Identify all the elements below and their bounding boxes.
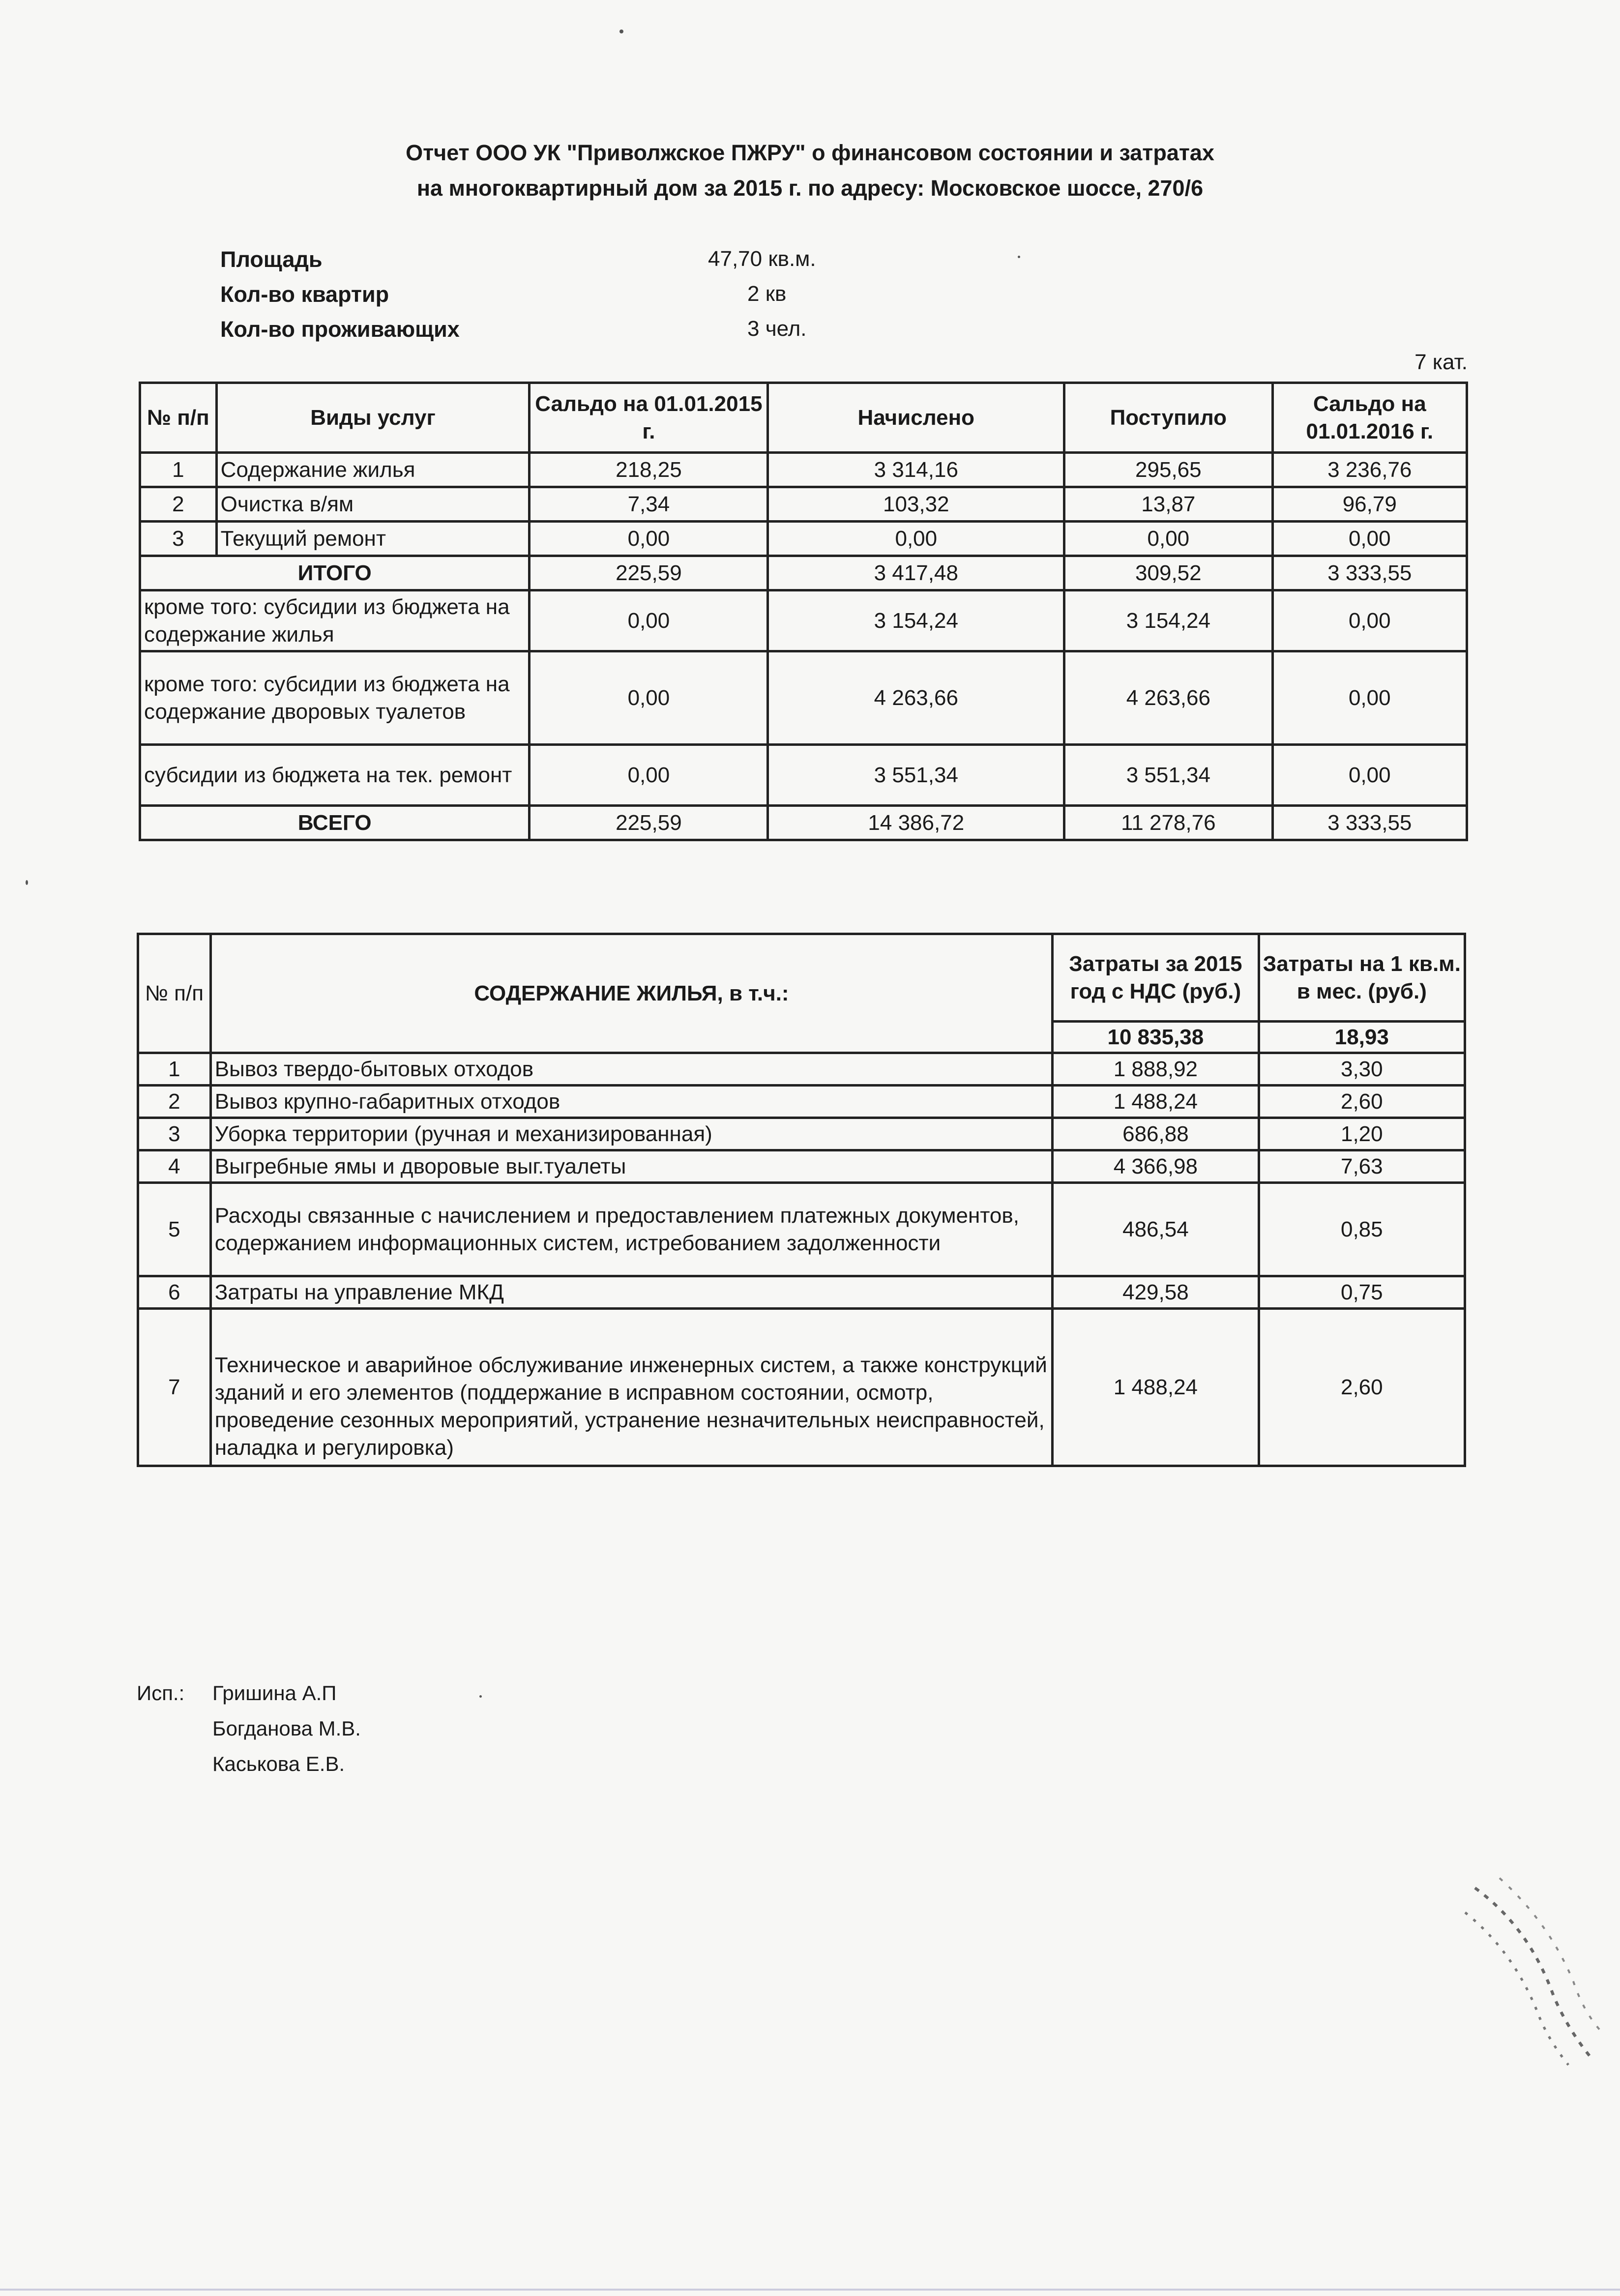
col-saldo-end-header: Сальдо на 01.01.2016 г. (1272, 383, 1467, 453)
row-charged: 0,00 (768, 522, 1064, 556)
table-row (138, 1309, 1465, 1466)
subsidy-received: 3 154,24 (1064, 590, 1272, 651)
total-charged: 14 386,72 (768, 806, 1064, 840)
costs-num-header: № п/п (138, 934, 211, 1053)
row-cost-sqm: 0,75 (1259, 1276, 1465, 1309)
subsidy-saldo-end: 0,00 (1272, 745, 1467, 806)
table-row (138, 1086, 1465, 1118)
row-cost-sqm: 0,85 (1259, 1183, 1465, 1276)
col-charged-header: Начислено (768, 383, 1064, 453)
subsidy-name: кроме того: субсидии из бюджета на содержание жилья (140, 590, 530, 651)
col-saldo-start-header: Сальдо на 01.01.2015 г. (530, 383, 768, 453)
row-received: 13,87 (1064, 487, 1272, 522)
residents-value: 3 чел. (747, 317, 807, 341)
table-row (140, 487, 1467, 522)
finance-table (139, 382, 1468, 841)
row-cost-year: 1 888,92 (1053, 1053, 1259, 1086)
row-num: 4 (138, 1150, 211, 1183)
row-saldo-start: 7,34 (530, 487, 768, 522)
itogo-label: ИТОГО (140, 556, 530, 590)
row-saldo-end: 3 236,76 (1272, 453, 1467, 487)
row-name: Расходы связанные с начислением и предоставлением платежных документов, содержанием информационных систем, истребованием задолженности (210, 1183, 1052, 1276)
row-name: Затраты на управление МКД (210, 1276, 1052, 1309)
row-name: Техническое и аварийное обслуживание инженерных систем, а также конструкций зданий и его элементов (поддержание в исправном состоянии, осмотр, проведение сезонных мероприятий, устранение незначительных неисправностей, наладка и регулировка) (210, 1309, 1052, 1466)
apartments-label: Кол-во квартир (220, 282, 389, 307)
cost-sqm-total: 18,93 (1259, 1022, 1465, 1053)
cost-year-total: 10 835,38 (1053, 1022, 1259, 1053)
row-num: 1 (138, 1053, 211, 1086)
subsidy-row (140, 590, 1467, 651)
scan-dot (26, 880, 28, 885)
row-name: Очистка в/ям (216, 487, 530, 522)
row-name: Уборка территории (ручная и механизированная) (210, 1118, 1052, 1150)
table-row (138, 1053, 1465, 1086)
scan-dot (1018, 256, 1020, 258)
row-name: Выгребные ямы и дворовые выг.туалеты (210, 1150, 1052, 1183)
row-saldo-start: 0,00 (530, 522, 768, 556)
row-num: 5 (138, 1183, 211, 1276)
subsidy-saldo-end: 0,00 (1272, 651, 1467, 745)
signature-name: Гришина А.П (212, 1681, 337, 1705)
subsidy-row (140, 745, 1467, 806)
row-saldo-start: 218,25 (530, 453, 768, 487)
total-received: 11 278,76 (1064, 806, 1272, 840)
row-name: Содержание жилья (216, 453, 530, 487)
total-saldo-start: 225,59 (530, 806, 768, 840)
category-label: 7 кат. (1414, 350, 1468, 374)
row-cost-sqm: 7,63 (1259, 1150, 1465, 1183)
subsidy-name: субсидии из бюджета на тек. ремонт (140, 745, 530, 806)
area-label: Площадь (220, 247, 323, 272)
subsidy-received: 3 551,34 (1064, 745, 1272, 806)
area-value: 47,70 кв.м. (708, 247, 816, 271)
signature-name: Богданова М.В. (212, 1717, 361, 1740)
costs-title-header: СОДЕРЖАНИЕ ЖИЛЬЯ, в т.ч.: (210, 934, 1052, 1053)
row-saldo-end: 0,00 (1272, 522, 1467, 556)
row-num: 3 (138, 1118, 211, 1150)
signatures-label: Исп.: (137, 1681, 185, 1705)
row-cost-year: 429,58 (1053, 1276, 1259, 1309)
subsidy-row (140, 651, 1467, 745)
subsidy-saldo-end: 0,00 (1272, 590, 1467, 651)
row-cost-sqm: 1,20 (1259, 1118, 1465, 1150)
col-num-header: № п/п (140, 383, 217, 453)
row-name: Вывоз крупно-габаритных отходов (210, 1086, 1052, 1118)
page-edge (0, 2289, 1620, 2291)
row-received: 0,00 (1064, 522, 1272, 556)
costs-header-row (138, 934, 1465, 1022)
row-cost-year: 4 366,98 (1053, 1150, 1259, 1183)
total-row (140, 806, 1467, 840)
title-line-2: на многоквартирный дом за 2015 г. по адресу: Московское шоссе, 270/6 (416, 176, 1204, 201)
stamp-mark (1455, 1868, 1603, 2075)
row-cost-year: 686,88 (1053, 1118, 1259, 1150)
row-num: 6 (138, 1276, 211, 1309)
cost-year-header: Затраты за 2015 год с НДС (руб.) (1053, 934, 1259, 1022)
table-row (138, 1150, 1465, 1183)
signature-name: Каськова Е.В. (212, 1752, 345, 1775)
itogo-saldo-start: 225,59 (530, 556, 768, 590)
subsidy-received: 4 263,66 (1064, 651, 1272, 745)
row-saldo-end: 96,79 (1272, 487, 1467, 522)
subsidy-charged: 3 154,24 (768, 590, 1064, 651)
apartments-value: 2 кв (747, 282, 787, 306)
col-service-header: Виды услуг (216, 383, 530, 453)
title-line-1: Отчет ООО УК "Приволжское ПЖРУ" о финансовом состоянии и затратах (406, 140, 1214, 165)
itogo-received: 309,52 (1064, 556, 1272, 590)
row-cost-year: 1 488,24 (1053, 1086, 1259, 1118)
row-cost-sqm: 3,30 (1259, 1053, 1465, 1086)
table-row (138, 1276, 1465, 1309)
row-num: 1 (140, 453, 217, 487)
total-saldo-end: 3 333,55 (1272, 806, 1467, 840)
row-name: Вывоз твердо-бытовых отходов (210, 1053, 1052, 1086)
row-charged: 3 314,16 (768, 453, 1064, 487)
subsidy-charged: 3 551,34 (768, 745, 1064, 806)
row-num: 7 (138, 1309, 211, 1466)
row-cost-year: 486,54 (1053, 1183, 1259, 1276)
col-received-header: Поступило (1064, 383, 1272, 453)
cost-sqm-header: Затраты на 1 кв.м. в мес. (руб.) (1259, 934, 1465, 1022)
table-row (138, 1183, 1465, 1276)
itogo-row (140, 556, 1467, 590)
row-charged: 103,32 (768, 487, 1064, 522)
subsidy-saldo-start: 0,00 (530, 590, 768, 651)
row-cost-year: 1 488,24 (1053, 1309, 1259, 1466)
table-row (140, 522, 1467, 556)
subsidy-saldo-start: 0,00 (530, 651, 768, 745)
row-num: 2 (138, 1086, 211, 1118)
subsidy-charged: 4 263,66 (768, 651, 1064, 745)
page-title (0, 135, 1620, 206)
residents-label: Кол-во проживающих (220, 317, 460, 342)
row-received: 295,65 (1064, 453, 1272, 487)
row-name: Текущий ремонт (216, 522, 530, 556)
scan-dot (479, 1695, 482, 1698)
row-cost-sqm: 2,60 (1259, 1309, 1465, 1466)
costs-table (137, 933, 1466, 1467)
row-cost-sqm: 2,60 (1259, 1086, 1465, 1118)
itogo-saldo-end: 3 333,55 (1272, 556, 1467, 590)
scan-dot (619, 29, 623, 33)
itogo-charged: 3 417,48 (768, 556, 1064, 590)
table-row (140, 453, 1467, 487)
row-num: 2 (140, 487, 217, 522)
table-row (138, 1118, 1465, 1150)
subsidy-saldo-start: 0,00 (530, 745, 768, 806)
total-label: ВСЕГО (140, 806, 530, 840)
subsidy-name: кроме того: субсидии из бюджета на содержание дворовых туалетов (140, 651, 530, 745)
row-num: 3 (140, 522, 217, 556)
finance-header-row (140, 383, 1467, 453)
